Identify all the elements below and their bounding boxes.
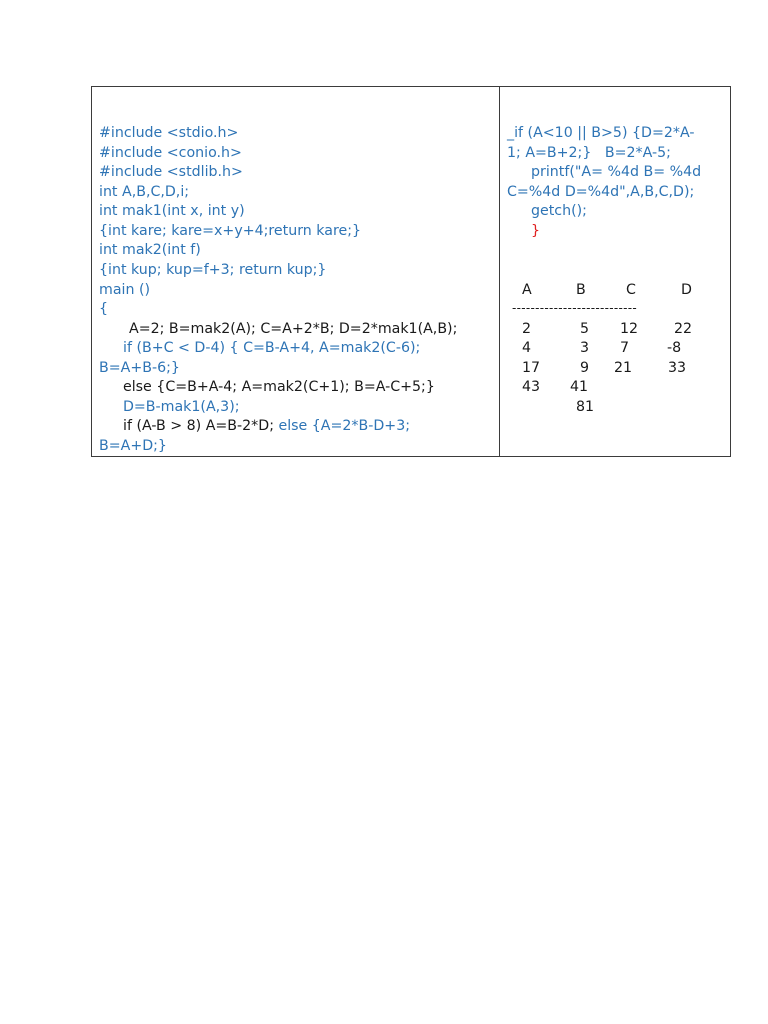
code-line: B=A+D;} [99, 438, 167, 454]
code-line: B=A+B-6;} [99, 360, 180, 376]
code-line: int mak1(int x, int y) [99, 203, 245, 219]
trace-cell: 33 [668, 360, 687, 376]
trace-cell: 2 [522, 321, 532, 337]
trace-cell: 5 [580, 321, 590, 337]
code-line [123, 417, 410, 437]
code-fragment: else {A=2*B-D+3; [278, 418, 410, 434]
code-line: #include <conio.h> [99, 145, 242, 161]
closing-brace: } [531, 223, 541, 239]
trace-cell: 7 [620, 340, 630, 356]
code-fragment: if (A-B > 8) A=B-2*D; [123, 418, 279, 434]
trace-header: C [626, 282, 636, 298]
code-line: int A,B,C,D,i; [99, 184, 190, 200]
code-line: getch(); [531, 203, 587, 219]
code-line: { [99, 301, 109, 317]
code-line: int mak2(int f) [99, 242, 201, 258]
trace-header: D [681, 282, 692, 298]
trace-cell: 9 [580, 360, 590, 376]
code-line: main () [99, 282, 151, 298]
code-line: C=%4d D=%4d",A,B,C,D); [507, 184, 695, 200]
column-divider [499, 87, 500, 456]
code-line: else {C=B+A-4; A=mak2(C+1); B=A-C+5;} [123, 379, 435, 395]
trace-cell: 3 [580, 340, 590, 356]
trace-cell: 4 [522, 340, 532, 356]
trace-cell: -8 [667, 340, 682, 356]
code-line: _if (A<10 || B>5) {D=2*A- [507, 125, 695, 141]
trace-separator: --------------------------- [512, 301, 638, 315]
trace-cell: 41 [570, 379, 589, 395]
code-line: {int kare; kare=x+y+4;return kare;} [99, 223, 362, 239]
code-line: printf("A= %4d B= %4d [531, 164, 702, 180]
code-line: 1; A=B+2;} B=2*A-5; [507, 145, 671, 161]
code-line: A=2; B=mak2(A); C=A+2*B; D=2*mak1(A,B); [129, 321, 458, 337]
trace-cell: 12 [620, 321, 639, 337]
trace-cell: 81 [576, 399, 595, 415]
code-line: if (B+C < D-4) { C=B-A+4, A=mak2(C-6); [123, 340, 421, 356]
trace-header: A [522, 282, 532, 298]
code-line: {int kup; kup=f+3; return kup;} [99, 262, 327, 278]
trace-cell: 21 [614, 360, 633, 376]
code-line: D=B-mak1(A,3); [123, 399, 240, 415]
trace-cell: 22 [674, 321, 693, 337]
code-line: #include <stdlib.h> [99, 164, 243, 180]
trace-cell: 43 [522, 379, 541, 395]
trace-header: B [576, 282, 586, 298]
trace-cell: 17 [522, 360, 541, 376]
code-line: #include <stdio.h> [99, 125, 239, 141]
code-table [91, 86, 731, 457]
